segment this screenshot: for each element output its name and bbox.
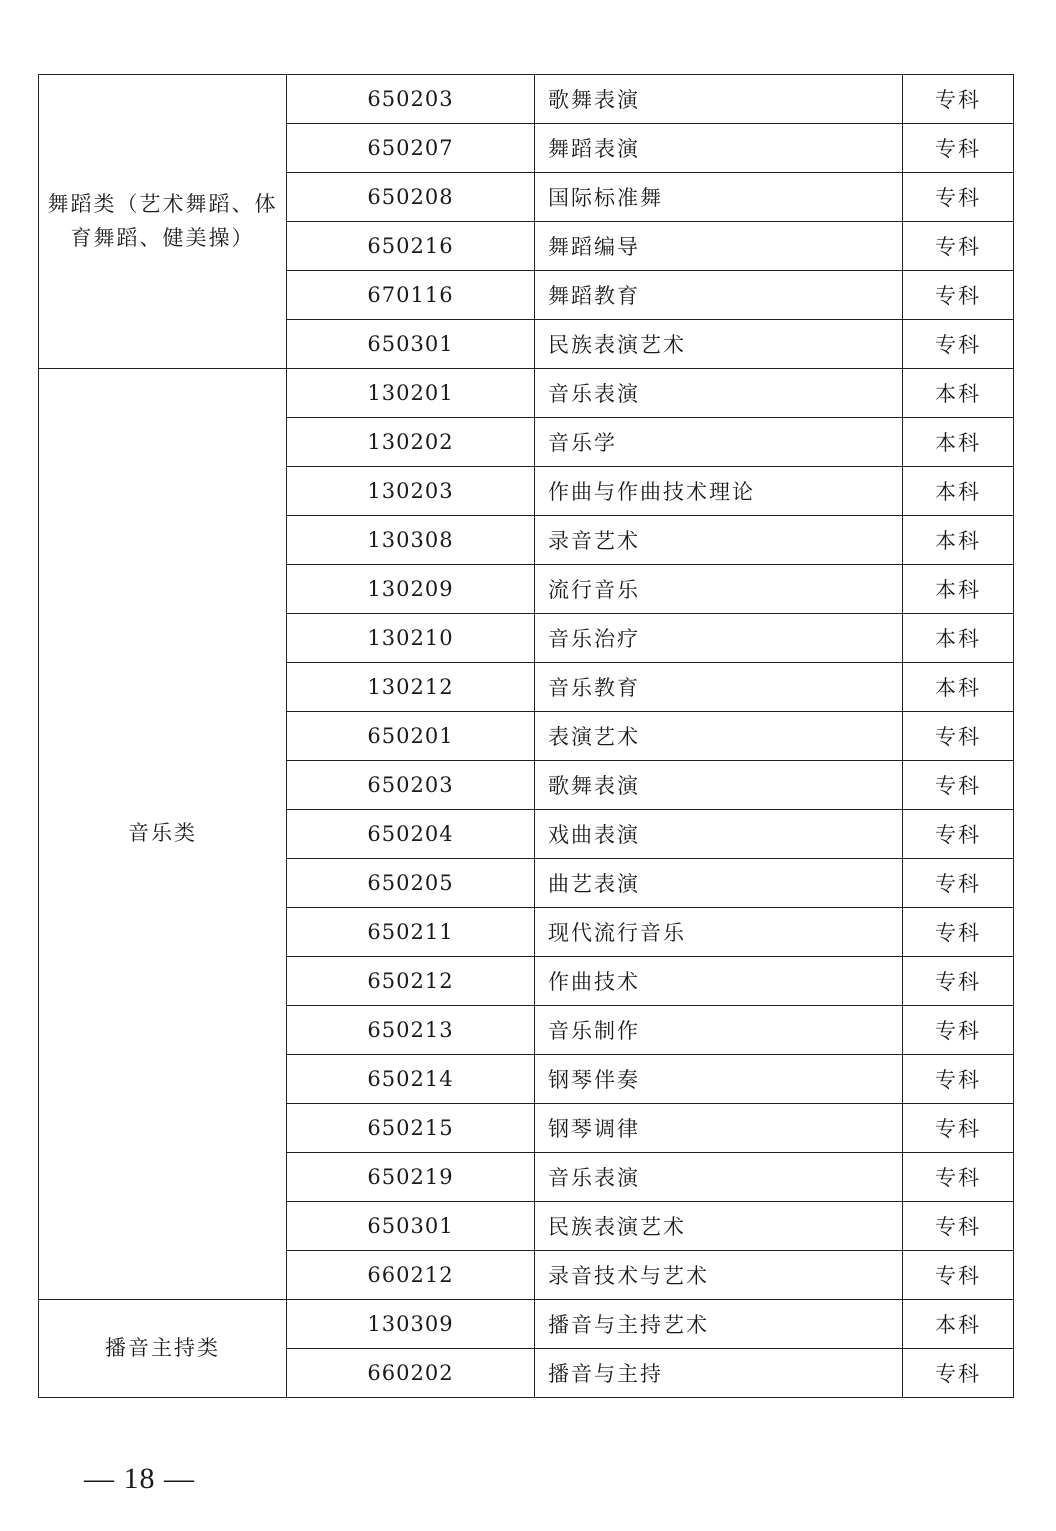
code-cell: 650213	[287, 1006, 535, 1055]
level-cell: 专科	[903, 1153, 1014, 1202]
code-cell: 650211	[287, 908, 535, 957]
name-cell: 音乐学	[535, 418, 903, 467]
name-cell: 钢琴调律	[535, 1104, 903, 1153]
code-cell: 130209	[287, 565, 535, 614]
code-cell: 650203	[287, 761, 535, 810]
table-row	[39, 75, 1014, 124]
name-cell: 国际标准舞	[535, 173, 903, 222]
code-cell: 650212	[287, 957, 535, 1006]
code-cell: 650216	[287, 222, 535, 271]
code-cell: 660202	[287, 1349, 535, 1398]
category-cell: 音乐类	[39, 369, 287, 1300]
level-cell: 本科	[903, 467, 1014, 516]
code-cell: 650214	[287, 1055, 535, 1104]
name-cell: 音乐制作	[535, 1006, 903, 1055]
level-cell: 专科	[903, 173, 1014, 222]
name-cell: 表演艺术	[535, 712, 903, 761]
name-cell: 流行音乐	[535, 565, 903, 614]
name-cell: 音乐表演	[535, 369, 903, 418]
code-cell: 650301	[287, 1202, 535, 1251]
name-cell: 现代流行音乐	[535, 908, 903, 957]
level-cell: 专科	[903, 320, 1014, 369]
major-table	[38, 74, 1014, 1398]
category-cell: 舞蹈类（艺术舞蹈、体育舞蹈、健美操）	[39, 75, 287, 369]
code-cell: 650204	[287, 810, 535, 859]
level-cell: 专科	[903, 271, 1014, 320]
code-cell: 650219	[287, 1153, 535, 1202]
name-cell: 音乐治疗	[535, 614, 903, 663]
level-cell: 本科	[903, 565, 1014, 614]
code-cell: 650203	[287, 75, 535, 124]
level-cell: 专科	[903, 1006, 1014, 1055]
level-cell: 本科	[903, 614, 1014, 663]
level-cell: 本科	[903, 1300, 1014, 1349]
name-cell: 音乐教育	[535, 663, 903, 712]
level-cell: 专科	[903, 1202, 1014, 1251]
level-cell: 本科	[903, 663, 1014, 712]
name-cell: 录音艺术	[535, 516, 903, 565]
name-cell: 民族表演艺术	[535, 320, 903, 369]
code-cell: 650205	[287, 859, 535, 908]
level-cell: 本科	[903, 369, 1014, 418]
code-cell: 670116	[287, 271, 535, 320]
level-cell: 专科	[903, 908, 1014, 957]
level-cell: 专科	[903, 75, 1014, 124]
code-cell: 650208	[287, 173, 535, 222]
name-cell: 音乐表演	[535, 1153, 903, 1202]
code-cell: 650207	[287, 124, 535, 173]
code-cell: 130210	[287, 614, 535, 663]
level-cell: 专科	[903, 124, 1014, 173]
code-cell: 650215	[287, 1104, 535, 1153]
name-cell: 舞蹈编导	[535, 222, 903, 271]
name-cell: 录音技术与艺术	[535, 1251, 903, 1300]
page-number: — 18 —	[84, 1462, 195, 1495]
level-cell: 本科	[903, 516, 1014, 565]
code-cell: 660212	[287, 1251, 535, 1300]
name-cell: 播音与主持	[535, 1349, 903, 1398]
level-cell: 专科	[903, 222, 1014, 271]
level-cell: 专科	[903, 1055, 1014, 1104]
code-cell: 650301	[287, 320, 535, 369]
level-cell: 专科	[903, 957, 1014, 1006]
name-cell: 歌舞表演	[535, 75, 903, 124]
level-cell: 专科	[903, 1349, 1014, 1398]
name-cell: 戏曲表演	[535, 810, 903, 859]
name-cell: 钢琴伴奏	[535, 1055, 903, 1104]
level-cell: 专科	[903, 859, 1014, 908]
table-row	[39, 1300, 1014, 1349]
code-cell: 130201	[287, 369, 535, 418]
code-cell: 130203	[287, 467, 535, 516]
name-cell: 曲艺表演	[535, 859, 903, 908]
name-cell: 播音与主持艺术	[535, 1300, 903, 1349]
name-cell: 作曲技术	[535, 957, 903, 1006]
level-cell: 本科	[903, 418, 1014, 467]
category-cell: 播音主持类	[39, 1300, 287, 1398]
level-cell: 专科	[903, 1251, 1014, 1300]
level-cell: 专科	[903, 761, 1014, 810]
name-cell: 歌舞表演	[535, 761, 903, 810]
name-cell: 舞蹈表演	[535, 124, 903, 173]
name-cell: 民族表演艺术	[535, 1202, 903, 1251]
code-cell: 130202	[287, 418, 535, 467]
name-cell: 作曲与作曲技术理论	[535, 467, 903, 516]
level-cell: 专科	[903, 1104, 1014, 1153]
major-table-body	[39, 75, 1014, 1398]
code-cell: 130308	[287, 516, 535, 565]
code-cell: 650201	[287, 712, 535, 761]
code-cell: 130212	[287, 663, 535, 712]
level-cell: 专科	[903, 712, 1014, 761]
table-row	[39, 369, 1014, 418]
name-cell: 舞蹈教育	[535, 271, 903, 320]
level-cell: 专科	[903, 810, 1014, 859]
code-cell: 130309	[287, 1300, 535, 1349]
